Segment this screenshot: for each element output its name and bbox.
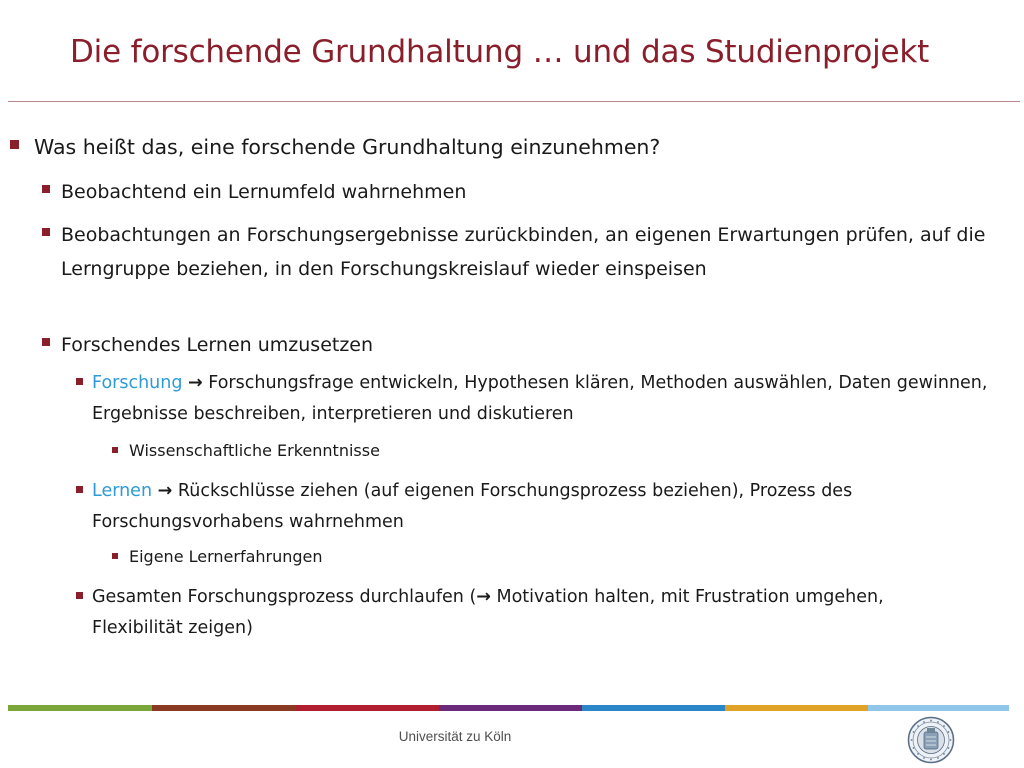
footer-university-name: Universität zu Köln <box>398 729 512 744</box>
stripe-segment <box>8 705 152 711</box>
arrow-right-icon: → <box>188 373 203 393</box>
arrow-right-icon: → <box>476 587 491 607</box>
slide-title: Die forschende Grundhaltung … und das Studienprojekt <box>70 34 930 70</box>
square-bullet-icon <box>76 378 83 385</box>
square-bullet-icon <box>42 338 50 346</box>
bullet-text: Was heißt das, eine forschende Grundhaltung einzunehmen? <box>34 135 661 159</box>
bullet-text: Beobachtungen an Forschungsergebnisse zurückbinden, an eigenen Erwartungen prüfen, auf die Lerngruppe beziehen, in den Forschungskreislauf wieder einspeisen <box>61 224 986 280</box>
square-bullet-icon <box>76 592 83 599</box>
bullet-text-rest: Forschungsfrage entwickeln, Hypothesen klären, Methoden auswählen, Daten gewinnen, Ergebnisse beschreiben, interpretieren und diskutieren <box>92 373 988 424</box>
square-bullet-icon <box>112 447 118 453</box>
bullet-text-rest: Motivation halten, mit Frustration umgehen, Flexibilität zeigen) <box>92 587 884 638</box>
bullet-text: Beobachtend ein Lernumfeld wahrnehmen <box>61 181 467 203</box>
arrow-right-icon: → <box>157 481 173 501</box>
bullet-text <box>92 368 1007 430</box>
stripe-segment <box>296 705 439 711</box>
bullet-text: Forschendes Lernen umzusetzen <box>61 334 374 356</box>
square-bullet-icon <box>76 486 83 493</box>
bullet-text-pre: Gesamten Forschungsprozess durchlaufen ( <box>92 587 477 607</box>
bullet-text <box>92 582 977 644</box>
title-divider <box>8 101 1020 102</box>
stripe-segment <box>582 705 725 711</box>
square-bullet-icon <box>42 228 50 236</box>
keyword-lernen: Lernen <box>92 481 153 501</box>
footer-color-stripe <box>8 705 1009 711</box>
bullet-text: Eigene Lernerfahrungen <box>129 547 323 566</box>
square-bullet-icon <box>42 185 50 193</box>
bullet-text-rest: Rückschlüsse ziehen (auf eigenen Forschungsprozess beziehen), Prozess des Forschungsvorhabens wahrnehmen <box>92 481 853 532</box>
keyword-forschung: Forschung <box>92 373 183 393</box>
university-seal-icon <box>907 716 955 764</box>
square-bullet-icon <box>112 553 118 559</box>
bullet-text: Wissenschaftliche Erkenntnisse <box>129 441 380 460</box>
stripe-segment <box>152 705 296 711</box>
stripe-segment <box>439 705 582 711</box>
square-bullet-icon <box>10 140 19 149</box>
bullet-text <box>92 476 987 538</box>
stripe-segment <box>725 705 868 711</box>
stripe-segment <box>868 705 1009 711</box>
